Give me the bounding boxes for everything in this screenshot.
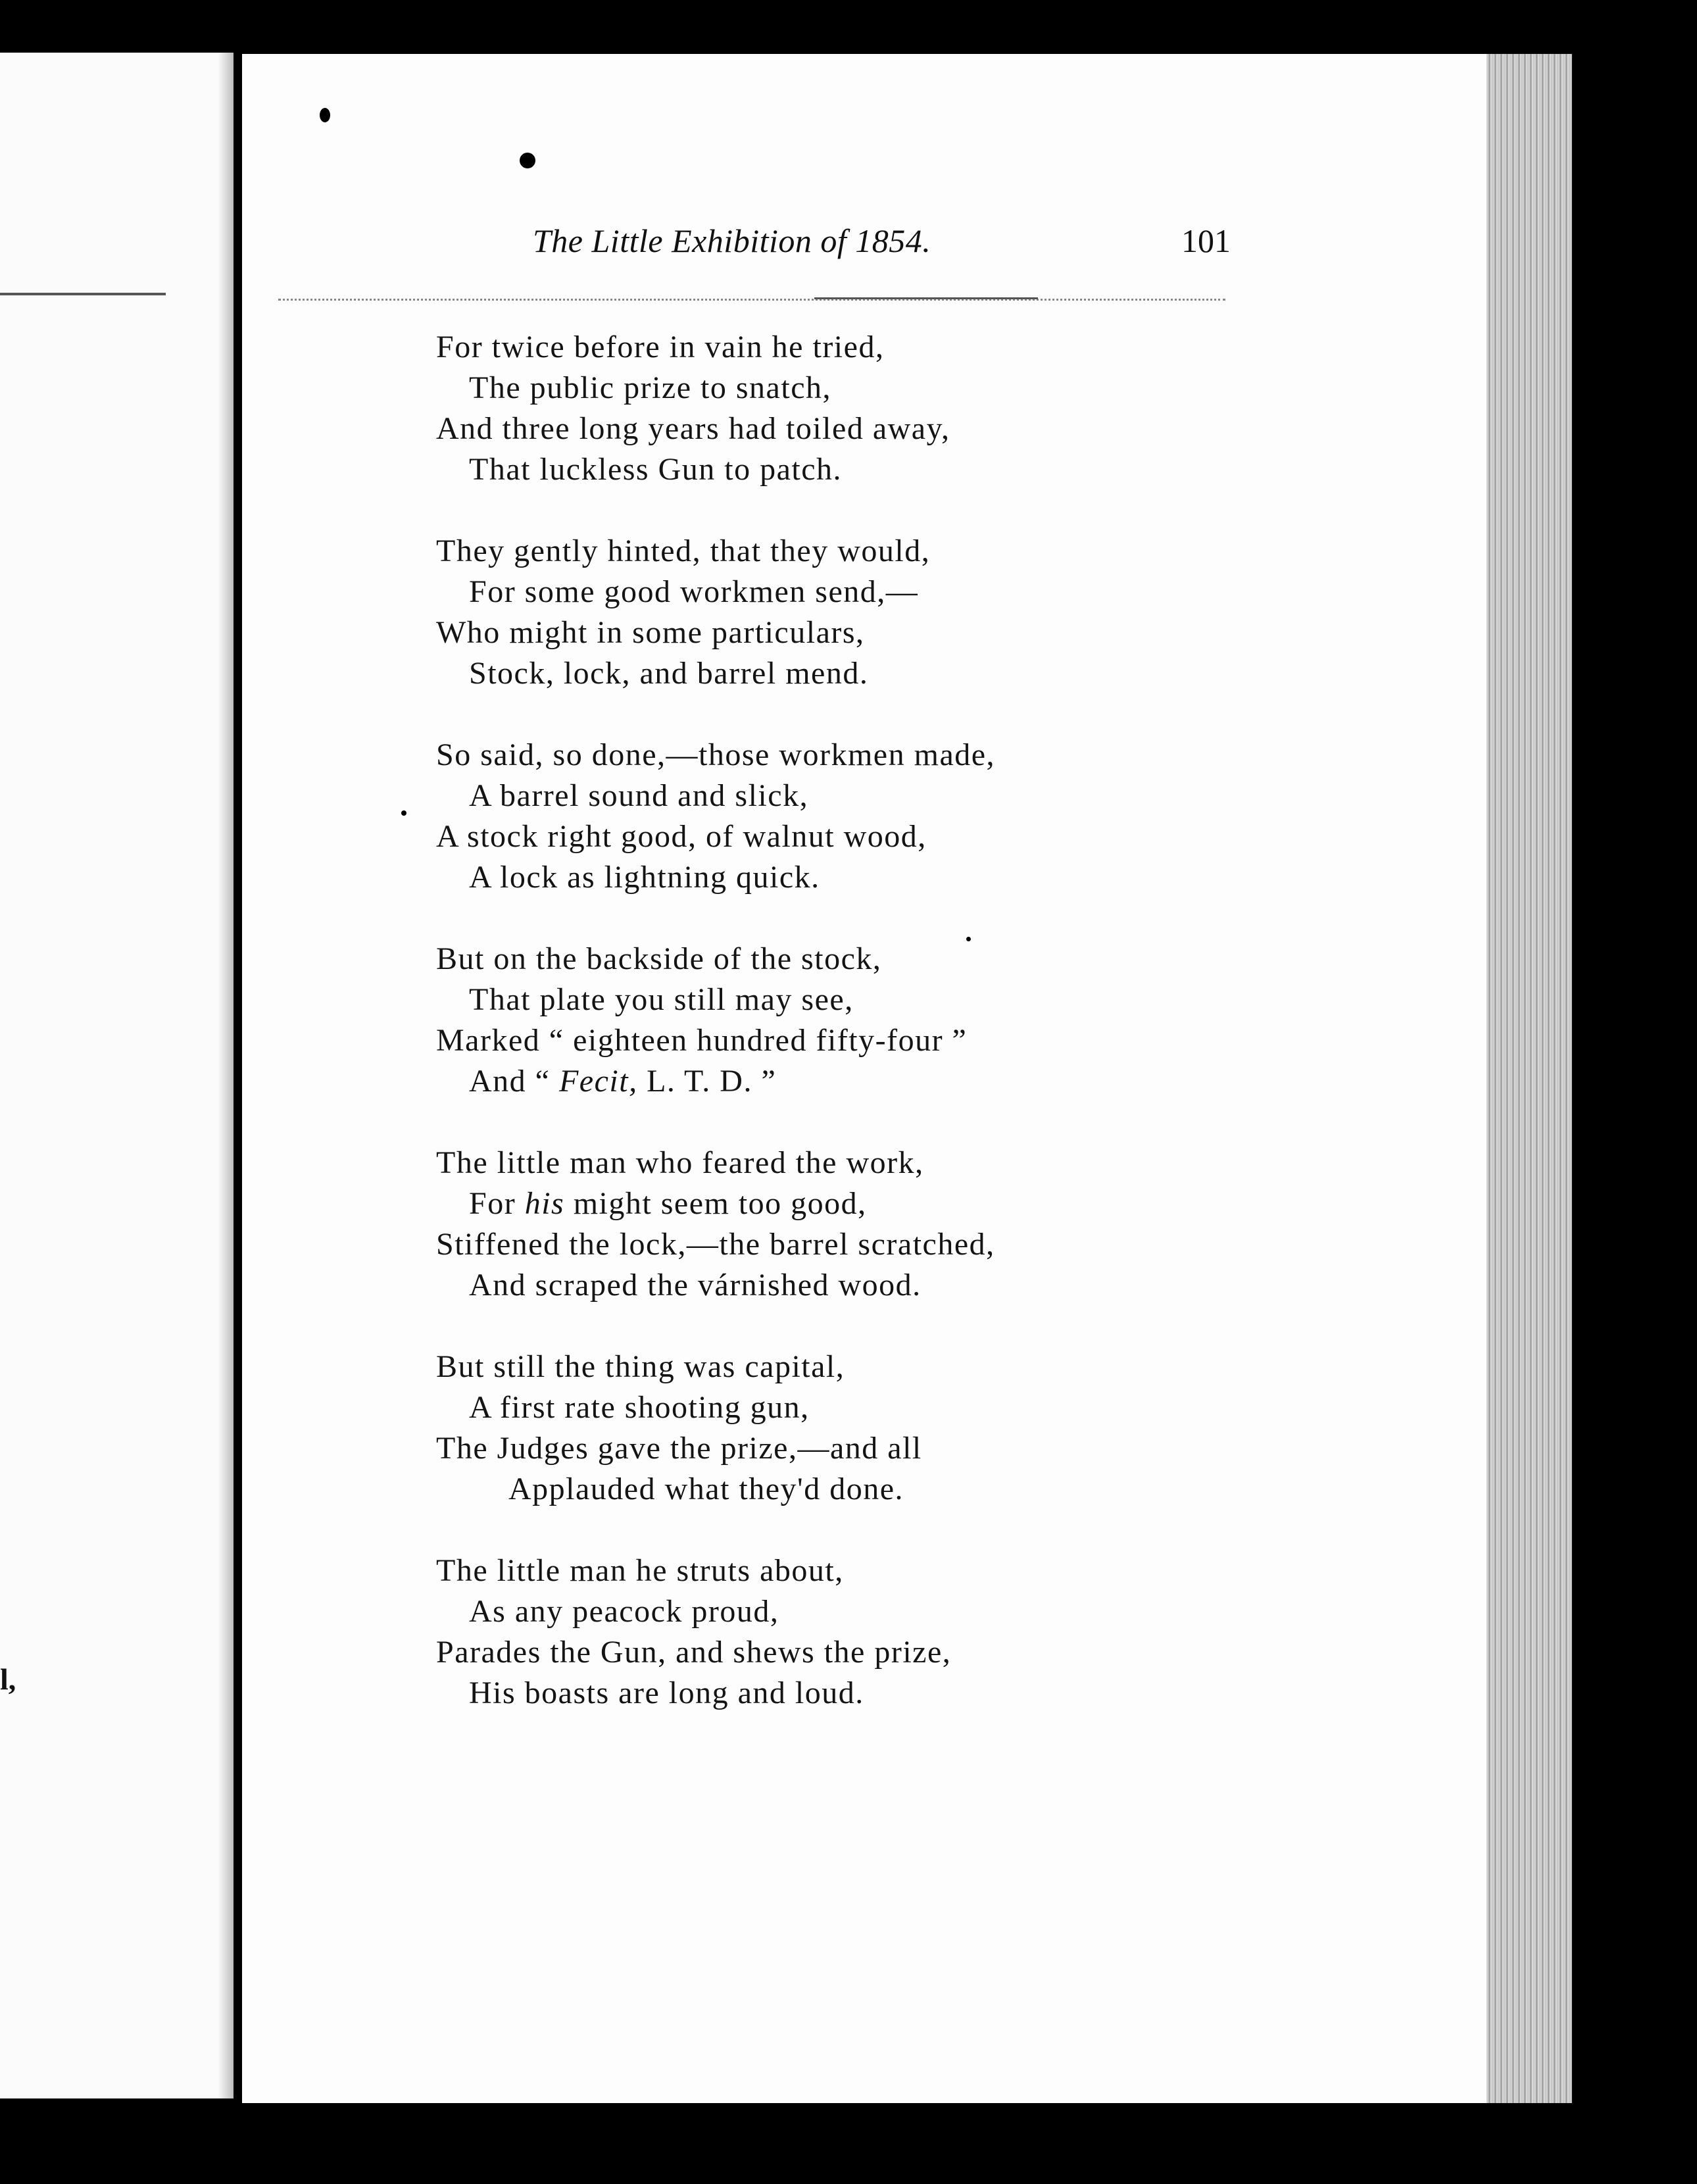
left-page-text-fragment: l, bbox=[0, 1662, 16, 1696]
poem-line: A first rate shooting gun, bbox=[469, 1390, 810, 1425]
poem-line: Marked “ eighteen hundred fifty-four ” bbox=[436, 1023, 968, 1058]
stanza bbox=[436, 1143, 1357, 1306]
poem-line: As any peacock proud, bbox=[469, 1594, 779, 1629]
poem-line: That plate you still may see, bbox=[469, 982, 854, 1017]
ink-speck bbox=[520, 153, 535, 168]
poem-line: Stiffened the lock,—the barrel scratched, bbox=[436, 1227, 995, 1262]
poem-line-italic: Fecit, bbox=[558, 1064, 638, 1099]
left-page-rule bbox=[0, 293, 166, 295]
poem-line: The little man who feared the work, bbox=[436, 1145, 924, 1180]
poem-line: So said, so done,—those workmen made, bbox=[436, 737, 996, 772]
poem-line: And scraped the várnished wood. bbox=[469, 1268, 922, 1303]
poem-line: The public prize to snatch, bbox=[469, 370, 831, 405]
running-head bbox=[242, 222, 1242, 274]
stanza bbox=[436, 531, 1357, 694]
page-edge-stack bbox=[1487, 54, 1572, 2103]
running-title: The Little Exhibition of 1854. bbox=[533, 222, 931, 259]
poem-line: Parades the Gun, and shews the prize, bbox=[436, 1635, 952, 1670]
header-rule-accent bbox=[814, 297, 1038, 299]
poem-line bbox=[436, 1061, 1357, 1102]
poem-line: They gently hinted, that they would, bbox=[436, 534, 931, 568]
left-facing-page bbox=[0, 53, 234, 2098]
poem-line-prefix: For bbox=[469, 1186, 525, 1221]
book-page bbox=[242, 54, 1572, 2103]
poem-line: The Judges gave the prize,—and all bbox=[436, 1431, 922, 1466]
header-rule bbox=[278, 299, 1225, 301]
ink-speck bbox=[966, 937, 971, 941]
poem-line: The little man he struts about, bbox=[436, 1553, 844, 1588]
poem-line-italic: his bbox=[524, 1186, 565, 1221]
poem-line: Applauded what they'd done. bbox=[508, 1472, 904, 1506]
poem bbox=[436, 327, 1357, 1754]
stanza bbox=[436, 939, 1357, 1102]
stanza bbox=[436, 735, 1357, 898]
poem-line-prefix: And “ bbox=[469, 1064, 559, 1099]
poem-line: But on the backside of the stock, bbox=[436, 941, 882, 976]
poem-line-rest: might seem too good, bbox=[564, 1186, 867, 1221]
poem-line: A barrel sound and slick, bbox=[469, 778, 809, 813]
poem-line bbox=[436, 1183, 1357, 1224]
left-page-gutter-shadow bbox=[218, 53, 234, 2098]
poem-line: A stock right good, of walnut wood, bbox=[436, 819, 927, 854]
page-number: 101 bbox=[1181, 222, 1231, 259]
stanza bbox=[436, 327, 1357, 490]
poem-line: His boasts are long and loud. bbox=[469, 1675, 864, 1710]
poem-line: That luckless Gun to patch. bbox=[469, 452, 843, 487]
ink-speck bbox=[320, 108, 330, 122]
poem-line: A lock as lightning quick. bbox=[469, 860, 820, 895]
poem-line-rest: L. T. D. ” bbox=[637, 1064, 777, 1099]
poem-line: Stock, lock, and barrel mend. bbox=[469, 656, 869, 691]
poem-line: And three long years had toiled away, bbox=[436, 411, 950, 446]
poem-line: Who might in some particulars, bbox=[436, 615, 865, 650]
poem-line: For some good workmen send,— bbox=[469, 574, 919, 609]
poem-line: But still the thing was capital, bbox=[436, 1349, 845, 1384]
stanza bbox=[436, 1551, 1357, 1714]
stanza bbox=[436, 1347, 1357, 1510]
poem-line: For twice before in vain he tried, bbox=[436, 330, 885, 364]
ink-speck bbox=[401, 810, 406, 816]
